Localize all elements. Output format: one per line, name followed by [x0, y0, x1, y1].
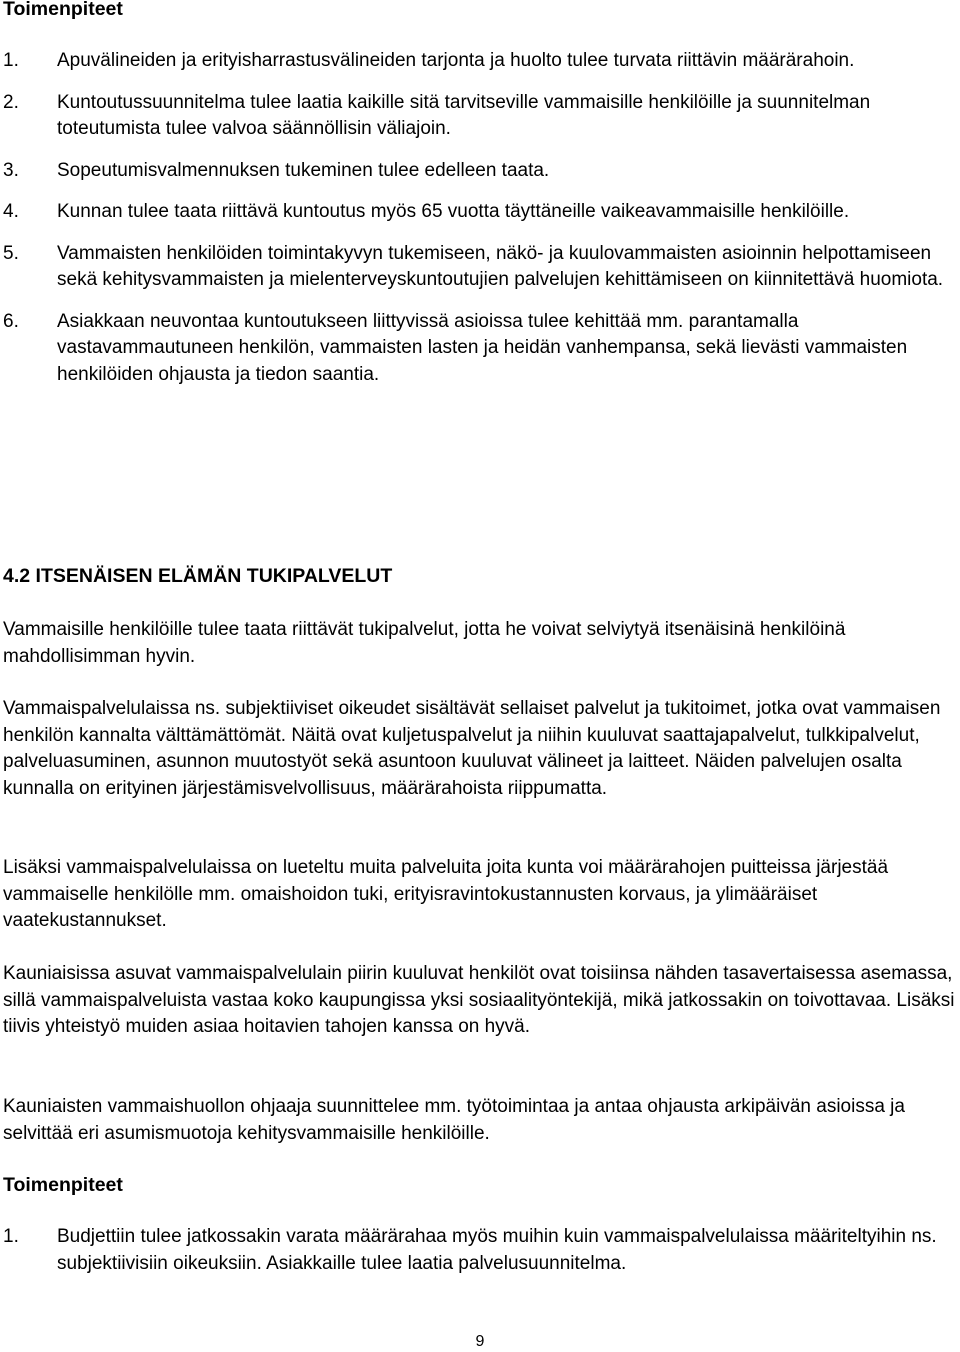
paragraph: Kauniaisten vammaishuollon ohjaaja suunnittelee mm. työtoimintaa ja antaa ohjausta arkipäivän asioissa ja selvittää eri asumismuotoja kehitysvammaisille henkilöille. [3, 1096, 905, 1144]
list-item [0, 199, 960, 226]
paragraph: Vammaispalvelulaissa ns. subjektiiviset oikeudet sisältävät sellaiset palvelut ja tukitoimet, jotka ovat vammaisen henkilön kannalta välttämättömät. Näitä ovat kuljetuspalvelut ja niihin kuuluvat saattajapalvelut, tulkkipalvelut, palveluasuminen, asunnon muutostyöt sekä asuntoon kuuluvat välineet ja laitteet. Näiden palvelujen osalta kunnalla on erityinen järjestämisvelvollisuus, määrärahoista riippumatta. [3, 698, 941, 799]
list-item-number: 4. [3, 201, 19, 222]
list-item [0, 1224, 960, 1277]
paragraph: Vammaisille henkilöille tulee taata riittävät tukipalvelut, jotta he voivat selviytyä itsenäisinä henkilöinä mahdollisimman hyvin. [3, 619, 846, 667]
list-item [0, 90, 960, 143]
list-item-number: 1. [3, 50, 19, 71]
section-heading-toimenpiteet-2: Toimenpiteet [3, 1174, 123, 1196]
list-item [0, 158, 960, 185]
list-item [0, 309, 960, 389]
list-item-text: Asiakkaan neuvontaa kuntoutukseen liittyvissä asioissa tulee kehittää mm. parantamalla vastavammautuneen henkilön, vammaisten lasten ja heidän vanhempansa, sekä lievästi vammaisten henkilöiden ohjausta ja tiedon saantia. [57, 310, 908, 385]
list-item-number: 3. [3, 159, 19, 181]
paragraph: Lisäksi vammaispalvelulaissa on lueteltu muita palveluita joita kunta voi määrärahojen puitteissa järjestää vammaiselle henkilölle mm. omaishoidon tuki, erityisravintokustannusten korvaus, ja ylimääräiset vaatekustannukset. [3, 857, 889, 931]
section-heading-itsenaisen-elaman-tukipalvelut: 4.2 ITSENÄISEN ELÄMÄN TUKIPALVELUT [3, 565, 393, 587]
measures-list-2 [0, 1224, 960, 1277]
list-item-text: Budjettiin tulee jatkossakin varata määrärahaa myös muihin kuin vammaispalvelulaissa määriteltyihin ns. subjektiivisiin oikeuksiin. Asiakkaille tulee laatia palvelusuunnitelma. [57, 1226, 937, 1274]
section-heading-toimenpiteet: Toimenpiteet [3, 0, 123, 20]
list-item-number: 1. [3, 1226, 19, 1247]
list-item-number: 6. [3, 310, 19, 332]
measures-list [0, 48, 960, 388]
page-number: 9 [475, 1333, 485, 1350]
list-item [0, 241, 960, 294]
list-item-text: Kunnan tulee taata riittävä kuntoutus myös 65 vuotta täyttäneille vaikeavammaisille henkilöille. [57, 201, 850, 222]
paragraph: Kauniaisissa asuvat vammaispalvelulain piirin kuuluvat henkilöt ovat toisiinsa nähden tasavertaisessa asemassa, sillä vammaispalveluista vastaa koko kaupungissa yksi sosiaalityöntekijä, mikä jatkossakin on toivottavaa. Lisäksi tiivis yhteistyö muiden asiaa hoitavien tahojen kanssa on hyvä. [3, 963, 955, 1037]
list-item-text: Vammaisten henkilöiden toimintakyvyn tukemiseen, näkö- ja kuulovammaisten asioinnin helpottamiseen sekä kehitysvammaisten ja mielenterveyskuntoutujien palvelujen kehittämiseen on kiinnitettävä huomiota. [57, 242, 944, 290]
list-item-number: 5. [3, 242, 19, 264]
list-item-text: Apuvälineiden ja erityisharrastusvälineiden tarjonta ja huolto tulee turvata riittävin määrärahoin. [57, 50, 855, 71]
list-item-number: 2. [3, 91, 19, 113]
list-item-text: Kuntoutussuunnitelma tulee laatia kaikille sitä tarvitseville vammaisille henkilöille ja suunnitelman toteutumista tulee valvoa säännöllisin väliajoin. [57, 91, 871, 139]
list-item-text: Sopeutumisvalmennuksen tukeminen tulee edelleen taata. [57, 159, 550, 181]
list-item [0, 48, 960, 75]
